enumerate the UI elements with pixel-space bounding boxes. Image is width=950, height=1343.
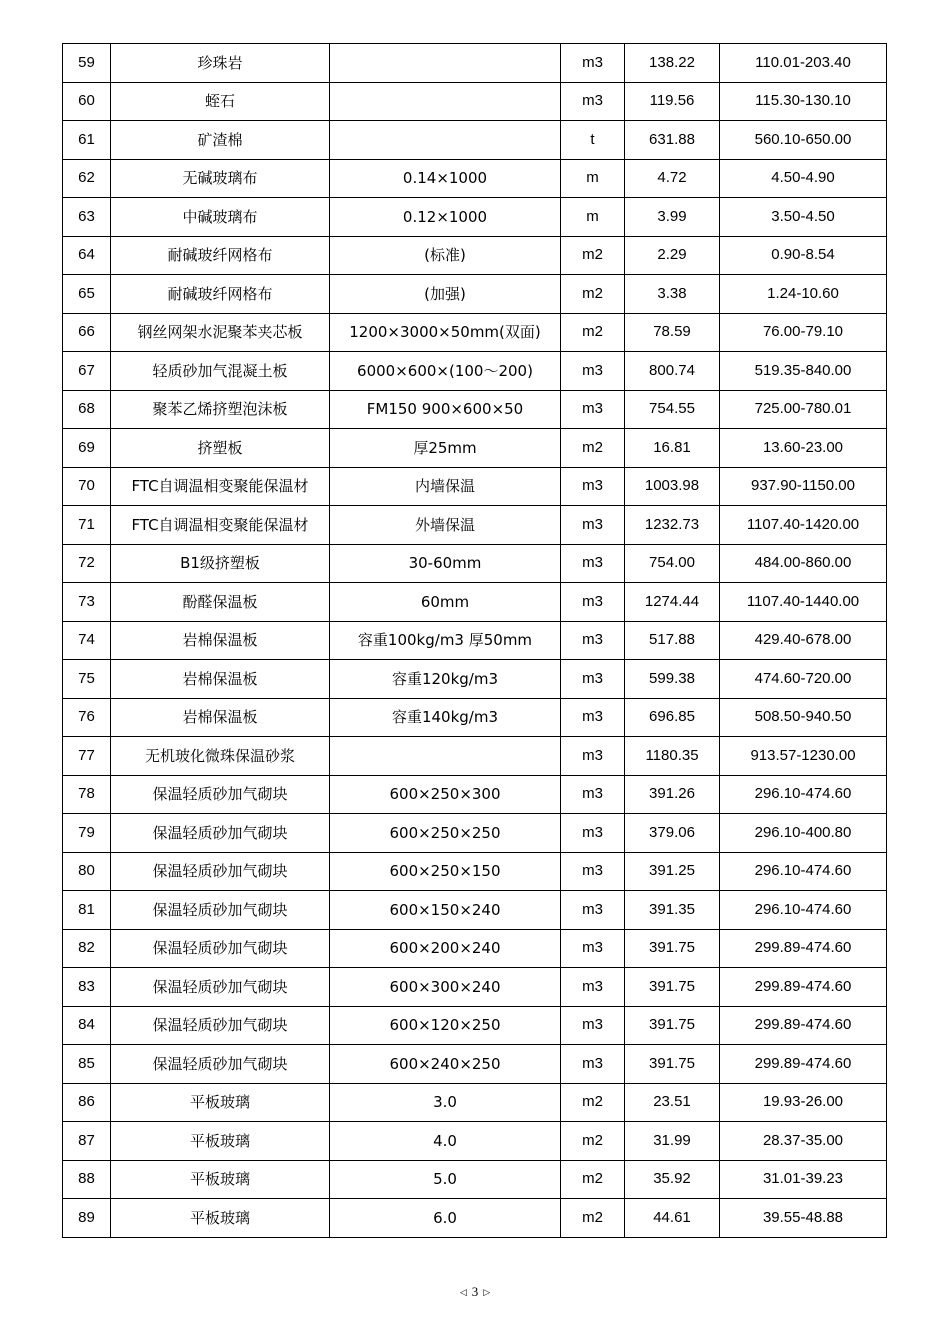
row-number-cell: 73 [63,583,111,622]
price-cell: 2.29 [625,236,720,275]
row-number-cell: 61 [63,121,111,160]
price-range-cell: 296.10-400.80 [720,814,887,853]
price-cell: 391.25 [625,852,720,891]
price-range-cell: 299.89-474.60 [720,929,887,968]
unit-cell: m2 [561,236,625,275]
price-cell: 44.61 [625,1199,720,1238]
row-number-cell: 84 [63,1006,111,1045]
material-name-cell: 岩棉保温板 [111,698,330,737]
table-row [63,814,887,853]
table-row [63,621,887,660]
table-row [63,390,887,429]
unit-cell: m3 [561,660,625,699]
price-cell: 391.26 [625,775,720,814]
price-cell: 391.75 [625,968,720,1007]
table-row [63,352,887,391]
price-range-cell: 725.00-780.01 [720,390,887,429]
price-cell: 31.99 [625,1122,720,1161]
specification-cell: 600×240×250 [330,1045,561,1084]
row-number-cell: 76 [63,698,111,737]
price-cell: 754.55 [625,390,720,429]
specification-cell: 内墙保温 [330,467,561,506]
unit-cell: m3 [561,352,625,391]
table-row [63,198,887,237]
table-row [63,236,887,275]
price-cell: 800.74 [625,352,720,391]
unit-cell: m3 [561,775,625,814]
unit-cell: m3 [561,852,625,891]
unit-cell: m3 [561,1006,625,1045]
specification-cell: 600×300×240 [330,968,561,1007]
row-number-cell: 63 [63,198,111,237]
unit-cell: m3 [561,814,625,853]
specification-cell: 600×250×300 [330,775,561,814]
price-cell: 517.88 [625,621,720,660]
specification-cell: 600×120×250 [330,1006,561,1045]
table-row [63,968,887,1007]
row-number-cell: 71 [63,506,111,545]
table-row [63,44,887,83]
price-range-cell: 560.10-650.00 [720,121,887,160]
price-range-cell: 296.10-474.60 [720,852,887,891]
price-range-cell: 19.93-26.00 [720,1083,887,1122]
price-cell: 391.35 [625,891,720,930]
specification-cell: 0.14×1000 [330,159,561,198]
price-range-cell: 299.89-474.60 [720,1006,887,1045]
table-row [63,82,887,121]
specification-cell: 6.0 [330,1199,561,1238]
row-number-cell: 89 [63,1199,111,1238]
unit-cell: m3 [561,544,625,583]
material-name-cell: 蛭石 [111,82,330,121]
row-number-cell: 79 [63,814,111,853]
unit-cell: m3 [561,1045,625,1084]
material-name-cell: 保温轻质砂加气砌块 [111,1045,330,1084]
unit-cell: m3 [561,82,625,121]
table-row [63,1083,887,1122]
row-number-cell: 62 [63,159,111,198]
table-row [63,467,887,506]
table-row [63,313,887,352]
row-number-cell: 85 [63,1045,111,1084]
specification-cell: 4.0 [330,1122,561,1161]
material-name-cell: 耐碱玻纤网格布 [111,275,330,314]
table-row [63,544,887,583]
material-name-cell: 保温轻质砂加气砌块 [111,891,330,930]
specification-cell [330,737,561,776]
price-range-cell: 28.37-35.00 [720,1122,887,1161]
price-range-cell: 0.90-8.54 [720,236,887,275]
price-range-cell: 913.57-1230.00 [720,737,887,776]
price-cell: 391.75 [625,929,720,968]
specification-cell: 6000×600×(100～200) [330,352,561,391]
material-name-cell: 钢丝网架水泥聚苯夹芯板 [111,313,330,352]
table-body [63,44,887,1238]
unit-cell: m3 [561,44,625,83]
specification-cell: FM150 900×600×50 [330,390,561,429]
price-range-cell: 299.89-474.60 [720,1045,887,1084]
material-name-cell: 平板玻璃 [111,1160,330,1199]
unit-cell: m3 [561,467,625,506]
price-cell: 391.75 [625,1006,720,1045]
price-cell: 754.00 [625,544,720,583]
specification-cell: 600×250×150 [330,852,561,891]
material-name-cell: FTC自调温相变聚能保温材 [111,467,330,506]
table-row [63,1045,887,1084]
price-range-cell: 110.01-203.40 [720,44,887,83]
price-cell: 78.59 [625,313,720,352]
price-cell: 1274.44 [625,583,720,622]
row-number-cell: 83 [63,968,111,1007]
table-row [63,506,887,545]
price-cell: 3.38 [625,275,720,314]
table-row [63,583,887,622]
row-number-cell: 65 [63,275,111,314]
table-row [63,121,887,160]
price-range-cell: 474.60-720.00 [720,660,887,699]
specification-cell: 容重120kg/m3 [330,660,561,699]
material-name-cell: 中碱玻璃布 [111,198,330,237]
price-cell: 4.72 [625,159,720,198]
specification-cell: 600×200×240 [330,929,561,968]
row-number-cell: 88 [63,1160,111,1199]
material-name-cell: 保温轻质砂加气砌块 [111,968,330,1007]
table-row [63,1006,887,1045]
material-name-cell: B1级挤塑板 [111,544,330,583]
table-row [63,852,887,891]
table-row [63,737,887,776]
price-range-cell: 76.00-79.10 [720,313,887,352]
table-row [63,275,887,314]
price-cell: 379.06 [625,814,720,853]
unit-cell: m [561,198,625,237]
table-row [63,775,887,814]
row-number-cell: 59 [63,44,111,83]
price-range-cell: 3.50-4.50 [720,198,887,237]
price-range-cell: 429.40-678.00 [720,621,887,660]
material-price-table [62,43,887,1238]
price-cell: 391.75 [625,1045,720,1084]
page-footer [0,1284,950,1300]
unit-cell: m3 [561,891,625,930]
specification-cell: 外墙保温 [330,506,561,545]
row-number-cell: 78 [63,775,111,814]
table-row [63,1199,887,1238]
price-range-cell: 39.55-48.88 [720,1199,887,1238]
price-cell: 631.88 [625,121,720,160]
price-cell: 3.99 [625,198,720,237]
unit-cell: m3 [561,390,625,429]
row-number-cell: 87 [63,1122,111,1161]
page-number: 3 [471,1284,479,1299]
specification-cell: 600×150×240 [330,891,561,930]
unit-cell: m2 [561,275,625,314]
table-row [63,891,887,930]
price-range-cell: 1107.40-1440.00 [720,583,887,622]
specification-cell: 60mm [330,583,561,622]
specification-cell: 容重140kg/m3 [330,698,561,737]
unit-cell: m2 [561,1122,625,1161]
prev-page-mark: ◁ [459,1287,467,1297]
unit-cell: t [561,121,625,160]
material-name-cell: 平板玻璃 [111,1122,330,1161]
row-number-cell: 74 [63,621,111,660]
material-name-cell: 耐碱玻纤网格布 [111,236,330,275]
specification-cell: 0.12×1000 [330,198,561,237]
specification-cell [330,44,561,83]
specification-cell: 3.0 [330,1083,561,1122]
row-number-cell: 80 [63,852,111,891]
specification-cell: 容重100kg/m3 厚50mm [330,621,561,660]
table-row [63,429,887,468]
unit-cell: m3 [561,621,625,660]
unit-cell: m2 [561,313,625,352]
row-number-cell: 66 [63,313,111,352]
specification-cell: 30-60mm [330,544,561,583]
price-range-cell: 937.90-1150.00 [720,467,887,506]
price-cell: 1232.73 [625,506,720,545]
price-cell: 599.38 [625,660,720,699]
price-cell: 119.56 [625,82,720,121]
material-name-cell: 无碱玻璃布 [111,159,330,198]
unit-cell: m2 [561,1199,625,1238]
price-cell: 1003.98 [625,467,720,506]
material-name-cell: 珍珠岩 [111,44,330,83]
price-range-cell: 519.35-840.00 [720,352,887,391]
row-number-cell: 77 [63,737,111,776]
table-row [63,1122,887,1161]
unit-cell: m3 [561,929,625,968]
material-name-cell: 岩棉保温板 [111,660,330,699]
row-number-cell: 82 [63,929,111,968]
price-cell: 23.51 [625,1083,720,1122]
row-number-cell: 72 [63,544,111,583]
specification-cell: 5.0 [330,1160,561,1199]
material-name-cell: 保温轻质砂加气砌块 [111,775,330,814]
next-page-mark: ▷ [483,1287,491,1297]
table-row [63,929,887,968]
material-name-cell: 无机玻化微珠保温砂浆 [111,737,330,776]
material-name-cell: 平板玻璃 [111,1199,330,1238]
table-row [63,660,887,699]
table-row [63,698,887,737]
price-range-cell: 296.10-474.60 [720,775,887,814]
specification-cell [330,82,561,121]
price-range-cell: 1.24-10.60 [720,275,887,314]
material-name-cell: 保温轻质砂加气砌块 [111,852,330,891]
material-name-cell: 平板玻璃 [111,1083,330,1122]
row-number-cell: 68 [63,390,111,429]
row-number-cell: 70 [63,467,111,506]
row-number-cell: 60 [63,82,111,121]
row-number-cell: 81 [63,891,111,930]
price-cell: 1180.35 [625,737,720,776]
material-name-cell: 矿渣棉 [111,121,330,160]
material-name-cell: 聚苯乙烯挤塑泡沫板 [111,390,330,429]
material-name-cell: 保温轻质砂加气砌块 [111,814,330,853]
price-range-cell: 31.01-39.23 [720,1160,887,1199]
table-row [63,159,887,198]
unit-cell: m3 [561,698,625,737]
price-cell: 35.92 [625,1160,720,1199]
price-range-cell: 484.00-860.00 [720,544,887,583]
material-name-cell: FTC自调温相变聚能保温材 [111,506,330,545]
price-range-cell: 508.50-940.50 [720,698,887,737]
price-cell: 696.85 [625,698,720,737]
material-name-cell: 保温轻质砂加气砌块 [111,929,330,968]
unit-cell: m2 [561,429,625,468]
unit-cell: m3 [561,968,625,1007]
material-name-cell: 酚醛保温板 [111,583,330,622]
material-name-cell: 岩棉保温板 [111,621,330,660]
row-number-cell: 69 [63,429,111,468]
unit-cell: m2 [561,1160,625,1199]
table-row [63,1160,887,1199]
price-range-cell: 115.30-130.10 [720,82,887,121]
price-range-cell: 13.60-23.00 [720,429,887,468]
price-range-cell: 296.10-474.60 [720,891,887,930]
unit-cell: m [561,159,625,198]
unit-cell: m3 [561,506,625,545]
row-number-cell: 67 [63,352,111,391]
unit-cell: m3 [561,583,625,622]
row-number-cell: 75 [63,660,111,699]
price-range-cell: 4.50-4.90 [720,159,887,198]
specification-cell [330,121,561,160]
price-cell: 16.81 [625,429,720,468]
price-range-cell: 1107.40-1420.00 [720,506,887,545]
price-cell: 138.22 [625,44,720,83]
material-name-cell: 保温轻质砂加气砌块 [111,1006,330,1045]
specification-cell: (标准) [330,236,561,275]
row-number-cell: 64 [63,236,111,275]
specification-cell: 1200×3000×50mm(双面) [330,313,561,352]
specification-cell: (加强) [330,275,561,314]
row-number-cell: 86 [63,1083,111,1122]
material-name-cell: 挤塑板 [111,429,330,468]
unit-cell: m2 [561,1083,625,1122]
specification-cell: 厚25mm [330,429,561,468]
specification-cell: 600×250×250 [330,814,561,853]
material-name-cell: 轻质砂加气混凝土板 [111,352,330,391]
unit-cell: m3 [561,737,625,776]
price-range-cell: 299.89-474.60 [720,968,887,1007]
